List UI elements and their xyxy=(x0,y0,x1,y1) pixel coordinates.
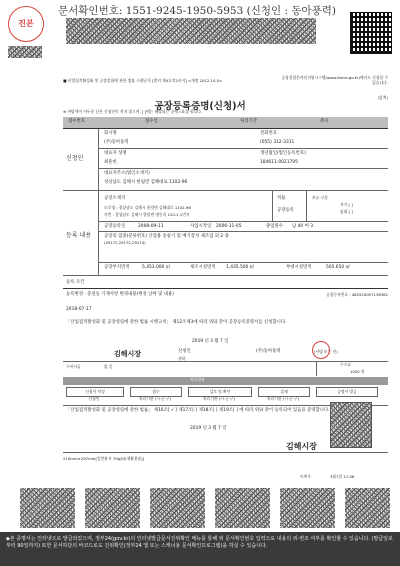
top-barcode-left xyxy=(8,46,42,58)
docs-label: 구비서류 xyxy=(66,364,81,369)
rule xyxy=(272,191,273,221)
owner-label: 공장등록 xyxy=(277,208,294,213)
confirm-date: 2019 년 3 월 7 일 xyxy=(190,426,227,431)
bottom-barcode-5 xyxy=(280,488,335,528)
certification-date: 2019 년 3 월 7 일 xyxy=(192,339,229,344)
scale-rent: 임대 [ ] xyxy=(340,209,353,214)
rule xyxy=(98,168,388,169)
site-area-label: 공장부지면적 xyxy=(104,265,130,270)
qr-code xyxy=(350,12,392,54)
company-seal xyxy=(312,341,330,359)
paper-note: 210mm×297mm[일반용지 70g/㎡(재활용품)] xyxy=(63,456,145,461)
history-label: 등록변경 · 증설등 기재사항 변경내용(변경 날짜 및 내용) xyxy=(66,292,174,297)
phone-value: (055) 312-3311 xyxy=(260,140,295,145)
process-step-label: 증명서 발급 xyxy=(337,388,357,394)
sub-area-label: 부대시설면적 xyxy=(286,265,312,270)
signer-value: (주)동아풍력 xyxy=(256,349,281,354)
process-step-label: 결재 xyxy=(280,388,288,394)
bottom-barcode-3 xyxy=(150,488,205,528)
process-title: 처리절차 xyxy=(190,377,205,382)
page-side-note: (앞쪽) xyxy=(377,95,388,100)
scale-value: 보유·구분 xyxy=(312,195,328,200)
signer-suffix: (서명 또는 인) xyxy=(314,349,338,354)
addr-value: 경상남도 김해시 한림면 김해대로 1102-96 xyxy=(104,180,188,185)
applicant-section-label: 신청인 xyxy=(66,155,84,162)
rule xyxy=(63,288,388,289)
fee-label: 수수료 xyxy=(340,362,352,367)
register-condition-label: 등록 조건 xyxy=(66,280,85,285)
permit-date-label: 사업시작일 xyxy=(190,224,212,229)
doc-number-label: 문서확인번호: xyxy=(58,5,123,17)
registration-number: 공장등록번호 : 482520007136362 xyxy=(326,292,388,297)
rule xyxy=(63,128,388,129)
receipt-row-bg xyxy=(63,117,388,128)
bottom-barcode-2 xyxy=(85,488,140,528)
process-date-label: 처리기간 xyxy=(240,119,257,124)
official-seal xyxy=(330,402,372,448)
rule xyxy=(63,275,388,276)
scale-own: 자가 [ ] xyxy=(340,202,353,207)
page-note: 이쪽주 xyxy=(300,474,312,479)
rule xyxy=(63,190,388,191)
company-label: 회사명 xyxy=(104,131,117,136)
rule xyxy=(98,262,388,263)
rule xyxy=(98,129,99,190)
phone-label: 전화번호 xyxy=(260,131,277,136)
verification-footer xyxy=(0,532,400,566)
authentic-seal xyxy=(8,6,44,42)
authentic-seal-text: 진본 xyxy=(18,19,34,28)
verification-footer-text: ◆본 증명서는 인터넷으로 발급되었으며, 정부24(gov.kr)의 인터넷발급문서진위확인 메뉴를 통해 위 문서확인번호 입력으로 내용의 위·변조 여부를 확인할 수 있습니다. (발급일로부터 90일까지) 또한 문서하단의 바코드로도 진위확인(정부24 앱 또는 스캐너용 문서확인프로그램)을 하실 수 있습니다. xyxy=(6,536,393,549)
doc-number xyxy=(58,3,336,18)
reg-date: 2008-09-11 xyxy=(138,224,164,229)
row-note: ※ 바탕색이 어두운 난은 신청인이 적지 않으며, [ ]에는 해당되는 곳에 √표를 합니다. xyxy=(63,109,203,114)
reg-date-label: 공장등록일 xyxy=(104,224,126,229)
site-area: 5,453.000 ㎡ xyxy=(142,265,171,270)
certification-text: 「산업집적활성화 및 공장설립에 관한 법률 시행규칙」 제12조제3에 따라 위와 같이 공장등록증명서를 신청합니다. xyxy=(66,320,287,325)
history-entry: 2018-07-17 xyxy=(66,307,92,312)
factory-addr-line2: 지번 : 경상남도 김해시 한림면 명동리 120-1 1번지 xyxy=(104,212,190,217)
law-note: ■ 산업집적활성화 및 공장설립에 관한 법률 시행규칙 [별지 제4호의2서식] <개정 2012.10.5> xyxy=(63,78,223,83)
process-sub-1: 신청인 xyxy=(88,396,100,401)
recipient-suffix: 귀하 xyxy=(178,356,186,361)
time-note: 3월7일 11:08 xyxy=(330,474,355,479)
online-note: 공장설립온라인지원시스템(www.femis.go.kr)에서도 신청할 수 있습니다. xyxy=(281,75,388,85)
addr-label: 대표자주소(법인소재지) xyxy=(104,171,150,176)
mfg-area: 1,435.500 ㎡ xyxy=(226,265,255,270)
top-barcode-strip xyxy=(66,18,316,44)
process-step-label: 접수 xyxy=(152,388,160,394)
mfg-area-label: 제조시설면적 xyxy=(190,265,216,270)
receipt-date-label: 접수일 xyxy=(145,119,158,124)
process-step-5 xyxy=(316,387,378,397)
process-sub-2: 처리기관 (시·군·구) xyxy=(138,396,172,401)
scale-label: 적용 xyxy=(277,196,286,201)
rule xyxy=(306,191,307,221)
confirm-text: 「산업집적활성화 및 공장설립에 관한 법률」 제16조[ √ ] 제17조[ ] 제18조[ ] 제19조[ ] 에 따라 위와 같이 등록되어 있음을 증명합니다. xyxy=(66,408,330,413)
process-step-label: 신청서 작성 xyxy=(85,388,105,394)
rule xyxy=(98,231,388,232)
company-value: (주)동아풍력 xyxy=(104,140,129,145)
receipt-no-label: 접수번호 xyxy=(68,119,85,124)
employees-label: 종업원수 xyxy=(266,224,283,229)
rep-value: 최훈헌 xyxy=(104,160,117,165)
process-period: 즉시 xyxy=(320,119,329,124)
sub-area: 505.650 ㎡ xyxy=(326,265,350,270)
product-codes: (29172,29172,29174) xyxy=(104,240,146,245)
docs-value: 없 음 xyxy=(104,364,113,369)
employees-value: 남 40 여 3 xyxy=(292,224,314,229)
applicant-note: (신청인 : 동아풍력) xyxy=(246,5,337,17)
bottom-barcode-6 xyxy=(345,488,390,528)
factory-addr-line1: 도로명 : 경상남도 김해시 한림면 김해대로 1102-96 xyxy=(104,205,191,210)
doc-number-value: 1551-9245-1950-5953 xyxy=(125,5,244,17)
bottom-barcode-1 xyxy=(20,488,75,528)
registration-section-label: 등록 내용 xyxy=(66,232,92,239)
recipient: 김해시장 xyxy=(114,350,142,358)
page-title: 공장등록증명(신청)서 xyxy=(154,101,246,112)
birth-value: 184611-0021795 xyxy=(260,160,298,165)
birth-label: 생년월일(법인등록번호) xyxy=(260,151,306,156)
rule xyxy=(63,452,388,453)
rule xyxy=(98,221,388,222)
process-title-bg xyxy=(63,377,388,385)
factory-addr-label: 공장소재지 xyxy=(104,196,126,201)
issuer: 김해시장 xyxy=(286,442,317,451)
rule xyxy=(98,148,388,149)
rule xyxy=(316,361,317,376)
process-step-label: 검토 및 확인 xyxy=(209,388,231,394)
process-sub-4: 처리기관 (시·군·구) xyxy=(266,396,300,401)
permit-date: 2006-11-05 xyxy=(216,224,242,229)
signer-label: 신청인 xyxy=(178,349,191,354)
rep-label: 대표자 성명 xyxy=(104,151,127,156)
fee-value: 1000 원 xyxy=(350,369,365,374)
bottom-barcode-4 xyxy=(215,488,270,528)
product-label: 공장의 업종(분류번호) 산업용 송풍기 및 배기장치 제조업 외 2 종 xyxy=(104,234,229,239)
process-sub-3: 처리기관 (시·군·구) xyxy=(202,396,236,401)
